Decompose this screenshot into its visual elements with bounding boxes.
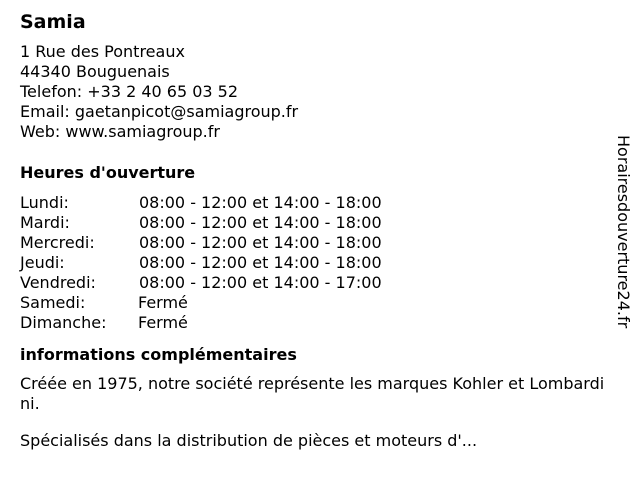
hours-time: 08:00 - 12:00 et 14:00 - 18:00 <box>139 193 382 212</box>
additional-info <box>20 374 610 451</box>
site-watermark: Horairesdouverture24.fr <box>614 135 633 329</box>
hours-day: Samedi: <box>20 293 86 312</box>
hours-day: Vendredi: <box>20 273 96 292</box>
info-paragraph: Créée en 1975, notre société représente les marques Kohler et Lombardini. <box>20 374 605 413</box>
phone-text: Telefon: +33 2 40 65 03 52 <box>20 82 239 101</box>
hours-time: Fermé <box>138 293 188 312</box>
business-listing <box>20 10 610 468</box>
hours-row-saturday <box>20 293 610 313</box>
hours-day: Dimanche: <box>20 313 107 332</box>
info-paragraph-truncated: Spécialisés dans la distribution de pièces et moteurs d'... <box>20 431 478 450</box>
hours-time: Fermé <box>138 313 188 332</box>
hours-row-sunday <box>20 313 610 333</box>
hours-day: Mardi: <box>20 213 70 232</box>
hours-day: Lundi: <box>20 193 69 212</box>
hours-time: 08:00 - 12:00 et 14:00 - 18:00 <box>139 213 382 232</box>
web-text: Web: www.samiagroup.fr <box>20 122 220 141</box>
business-name: Samia <box>20 11 86 33</box>
hours-row-wednesday <box>20 233 610 253</box>
address-street: 1 Rue des Pontreaux <box>20 42 185 61</box>
hours-row-tuesday <box>20 213 610 233</box>
hours-row-friday <box>20 273 610 293</box>
hours-row-monday <box>20 193 610 213</box>
hours-time: 08:00 - 12:00 et 14:00 - 18:00 <box>139 253 382 272</box>
opening-hours-heading: Heures d'ouverture <box>20 163 196 182</box>
hours-time: 08:00 - 12:00 et 14:00 - 18:00 <box>139 233 382 252</box>
hours-day: Jeudi: <box>20 253 65 272</box>
hours-time: 08:00 - 12:00 et 14:00 - 17:00 <box>139 273 382 292</box>
hours-row-thursday <box>20 253 610 273</box>
hours-day: Mercredi: <box>20 233 95 252</box>
additional-info-heading: informations complémentaires <box>20 345 297 364</box>
address-city: 44340 Bouguenais <box>20 62 170 81</box>
opening-hours-table <box>20 193 610 333</box>
contact-block <box>20 42 610 142</box>
email-text: Email: gaetanpicot@samiagroup.fr <box>20 102 299 121</box>
